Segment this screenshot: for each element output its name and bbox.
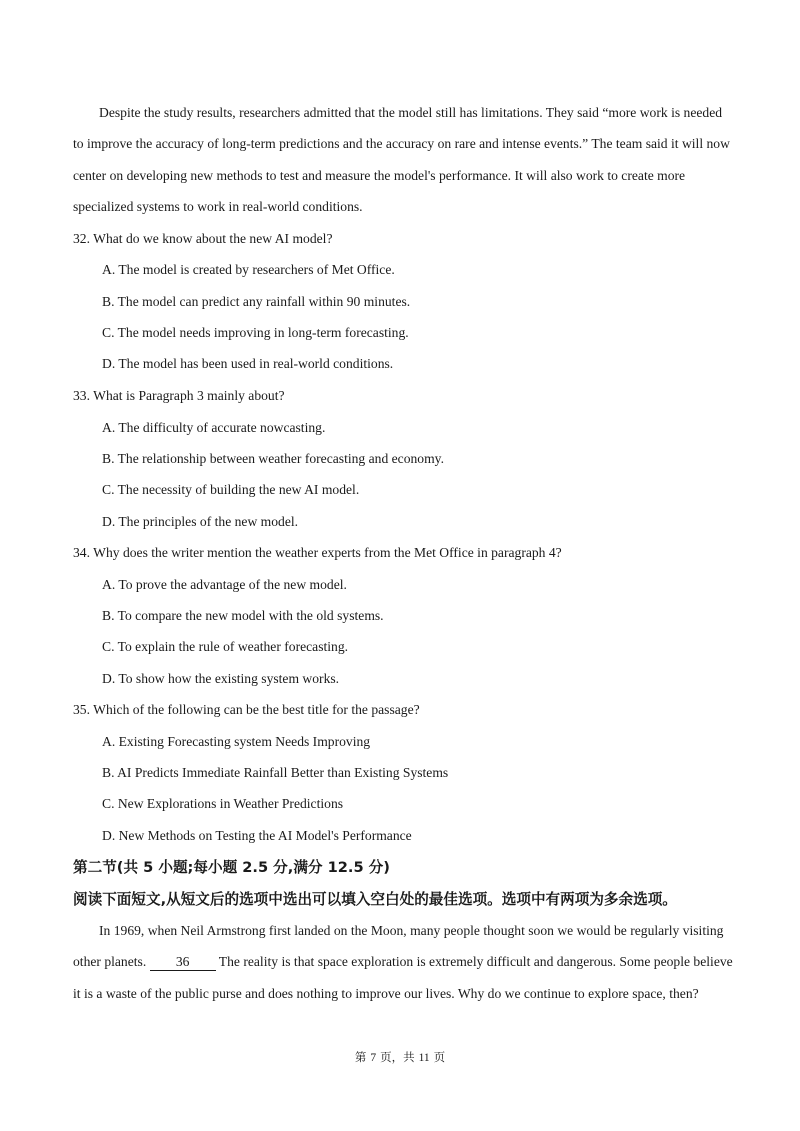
question-32-stem: 32. What do we know about the new AI model? (73, 231, 333, 246)
question-34-option-d: D. To show how the existing system works. (102, 671, 340, 686)
question-35-option-c: C. New Explorations in Weather Predictions (102, 796, 344, 811)
footer-page-prefix: 第 (354, 1052, 367, 1064)
question-33-option-d: D. The principles of the new model. (102, 514, 299, 529)
question-32-option-d: D. The model has been used in real-world conditions. (102, 356, 394, 371)
section-2-instruction: 阅读下面短文,从短文后的选项中选出可以填入空白处的最佳选项。选项中有两项为多余选项。 (73, 891, 677, 908)
question-34-option-a: A. To prove the advantage of the new model. (102, 577, 347, 592)
question-33-option-c: C. The necessity of building the new AI model. (102, 482, 360, 497)
question-35-option-b: B. AI Predicts Immediate Rainfall Better than Existing Systems (102, 765, 449, 780)
footer-page-suffix: 页，共 (380, 1052, 415, 1064)
question-35-option-a: A. Existing Forecasting system Needs Improving (102, 734, 371, 749)
question-34-option-c: C. To explain the rule of weather forecasting. (102, 639, 349, 654)
question-35-option-d: D. New Methods on Testing the AI Model's Performance (102, 828, 412, 843)
question-33-option-a: A. The difficulty of accurate nowcasting. (102, 420, 326, 435)
passage-closing-text: Despite the study results, researchers admitted that the model still has limitations. They said “more work is needed to improve the accuracy of long-term predictions and the accuracy on rare and intense events.” The team said it will now center on developing new methods to test and measure the model's performance. It will also work to create more specialized systems to work in real-world conditions. (73, 105, 730, 214)
footer-total-suffix: 页 (433, 1052, 446, 1064)
question-32-option-c: C. The model needs improving in long-term forecasting. (102, 325, 409, 340)
passage-closing-paragraph (73, 97, 733, 222)
passage-opening-text-part1: In 1969, when Neil Armstrong first landed on the Moon, many people thought soon we would be regularly visiting other planets. (73, 923, 724, 970)
question-32-option-b: B. The model can predict any rainfall within 90 minutes. (102, 294, 411, 309)
footer-total-pages: 11 (418, 1052, 430, 1064)
passage-opening-text-part2: The reality is that space exploration is extremely difficult and dangerous. Some people believe it is a waste of the public purse and does nothing to improve our lives. Why do we continue to explore space, then? (73, 954, 733, 1001)
question-33-stem: 33. What is Paragraph 3 mainly about? (73, 388, 285, 403)
footer-page-number: 7 (370, 1052, 377, 1064)
page-footer (0, 1049, 800, 1065)
question-34-stem: 34. Why does the writer mention the weather experts from the Met Office in paragraph 4? (73, 545, 562, 560)
passage-opening-paragraph (73, 915, 733, 1009)
blank-36: 36 (150, 954, 216, 971)
question-35-stem: 35. Which of the following can be the best title for the passage? (73, 702, 420, 717)
question-33-option-b: B. The relationship between weather forecasting and economy. (102, 451, 444, 466)
question-32-option-a: A. The model is created by researchers of Met Office. (102, 262, 395, 277)
section-2-heading: 第二节(共 5 小题;每小题 2.5 分,满分 12.5 分) (73, 859, 390, 876)
question-34-option-b: B. To compare the new model with the old systems. (102, 608, 384, 623)
